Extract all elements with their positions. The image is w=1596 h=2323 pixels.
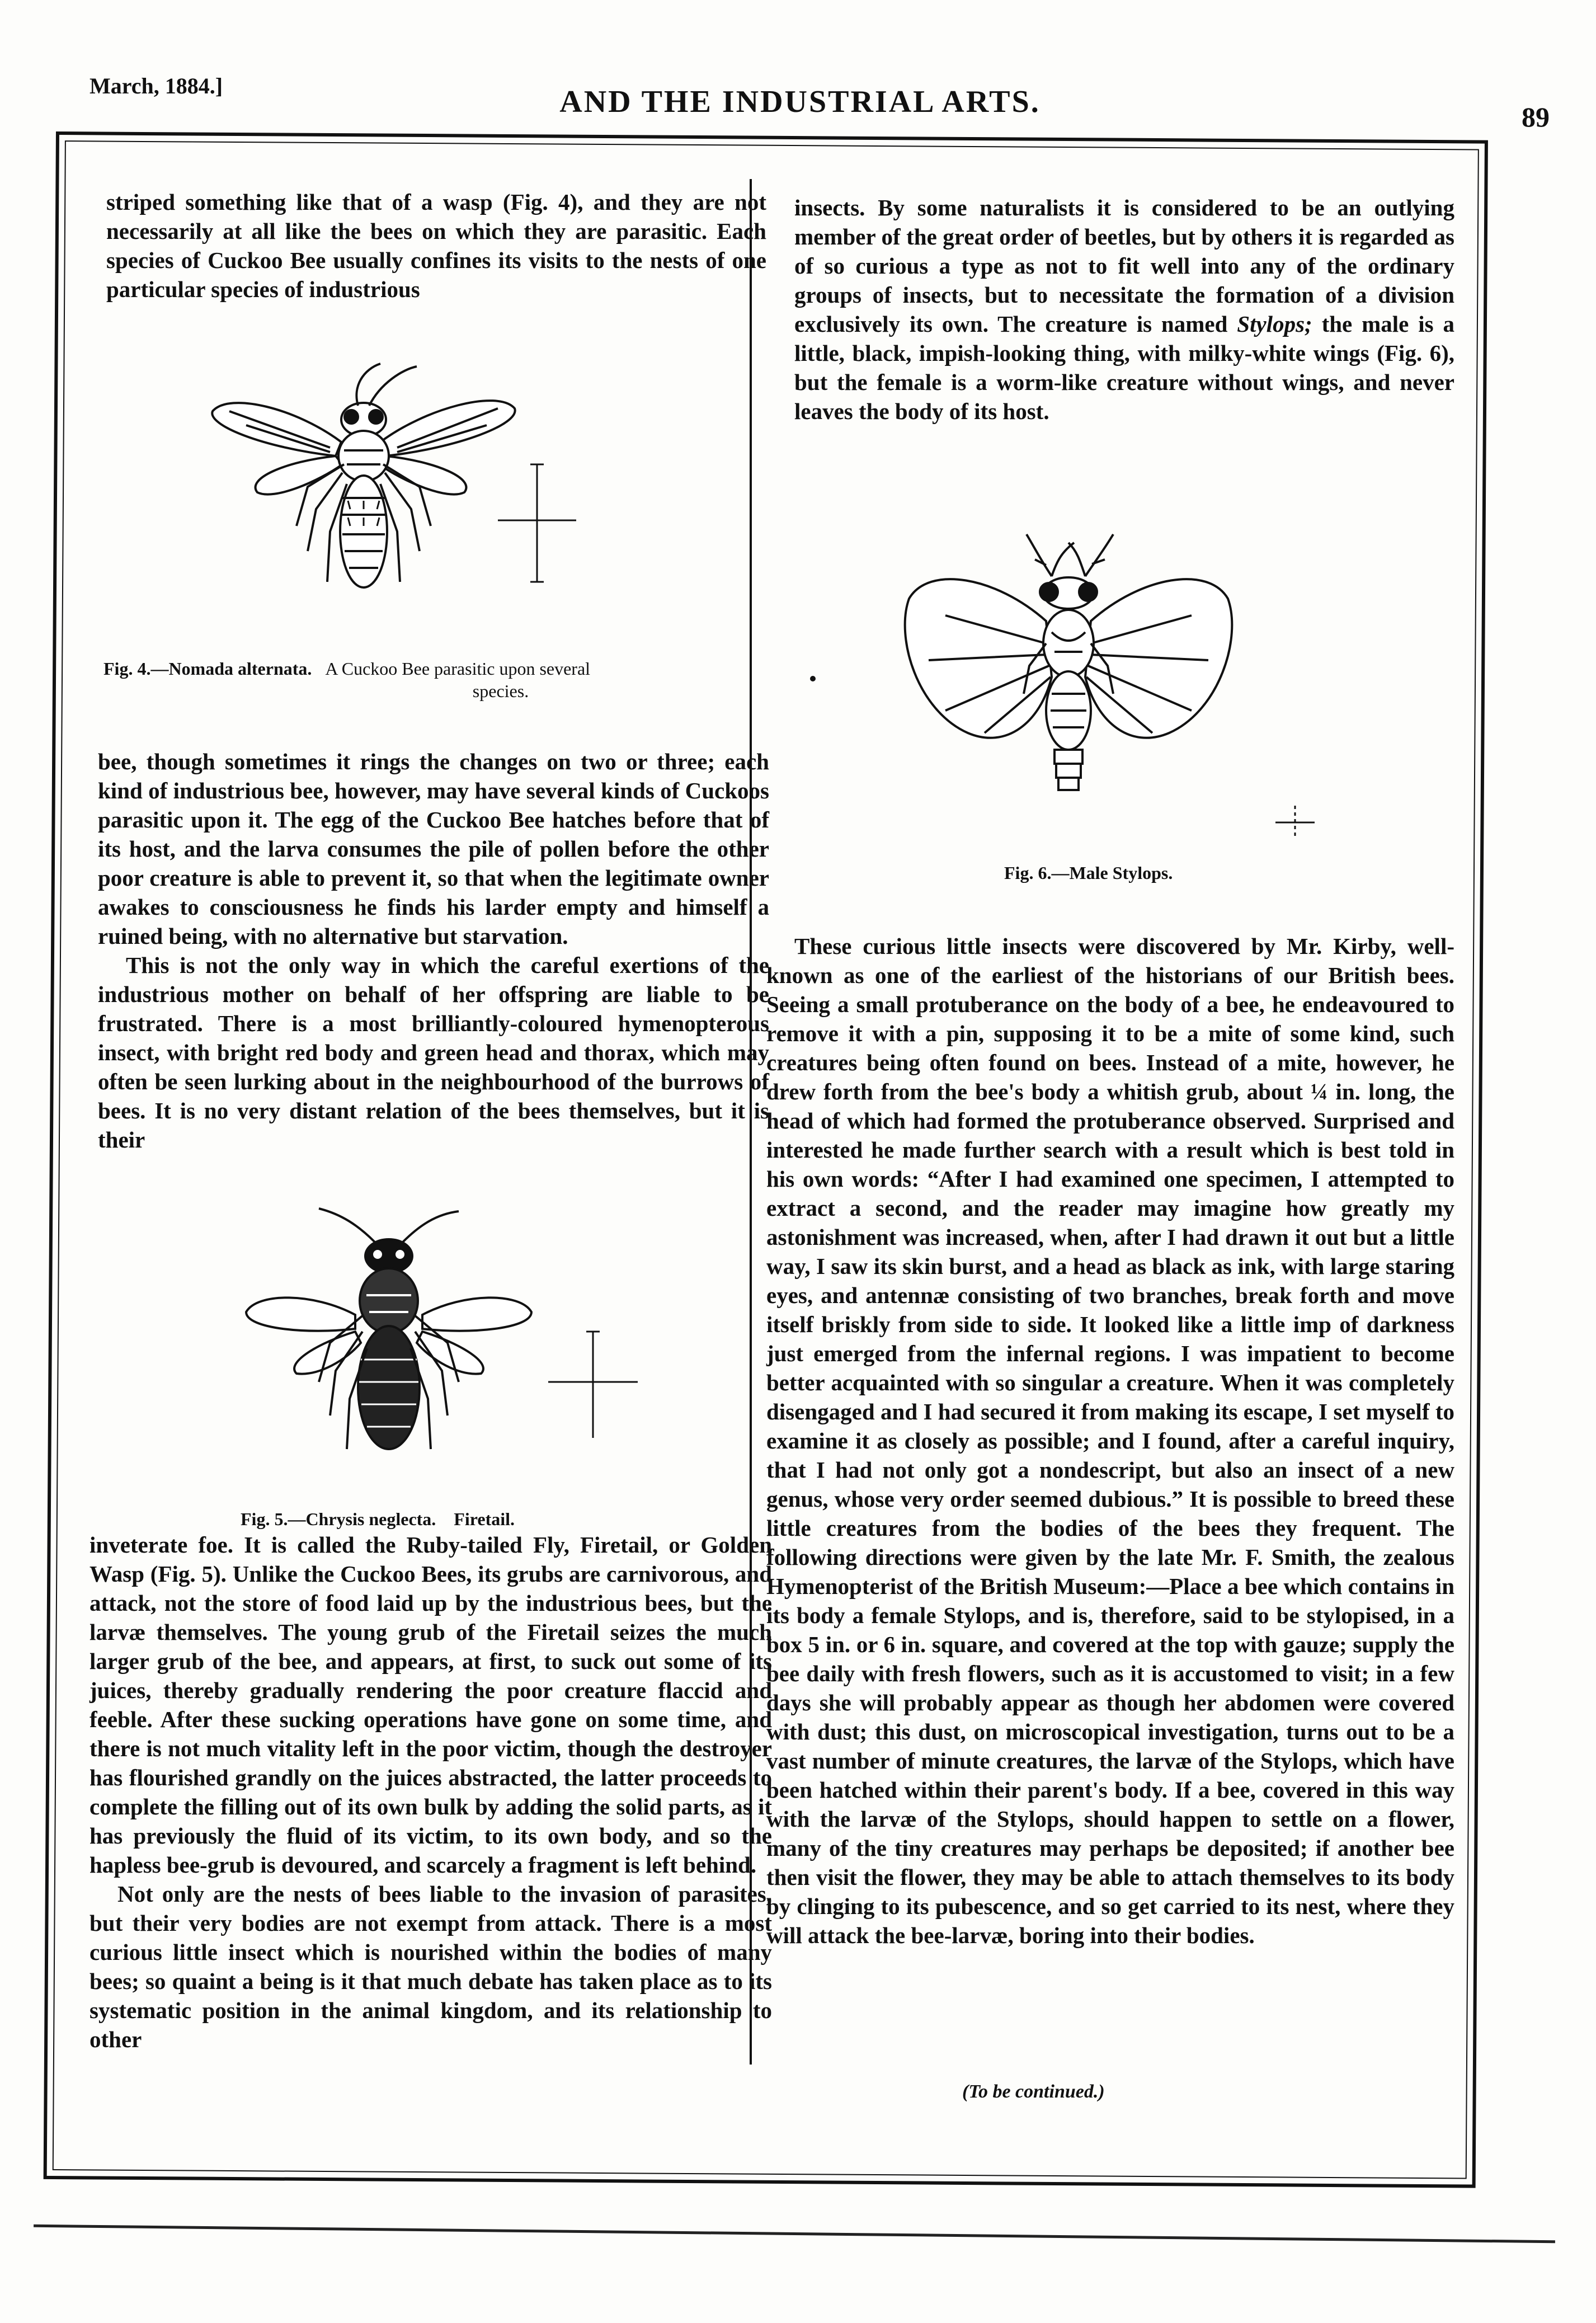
figure-4-nomada-illustration <box>196 358 621 621</box>
issue-date: March, 1884.] <box>90 73 223 98</box>
figure-4-caption <box>103 657 764 702</box>
paragraph <box>794 193 1454 426</box>
figure-5-chrysis-illustration <box>235 1203 682 1471</box>
left-column-text-3 <box>90 1530 772 2054</box>
stylops-italic: Stylops; <box>1237 311 1312 337</box>
stray-dot <box>810 676 816 681</box>
paragraph: inveterate foe. It is called the Ruby-tailed Fly, Firetail, or Golden Wasp (Fig. 5). Unlike the Cuckoo Bees, its grubs are carnivorous, and attack, not the store of food laid up by the industrious bees, but the larvæ themselves. The young grub of the Firetail seizes the much larger grub of the bee, and appears, at first, to suck out some of its juices, thereby gradually rendering the poor creature flaccid and feeble. After these sucking operations have gone on some time, and there is not much vitality left in the poor victim, though the destroyer has flourished grandly on the juices abstracted, the latter proceeds to complete the filling out of its own bulk by adding the solid parts, as it has previously the fluid of its victim, to its own body, and so the hapless bee-grub is devoured, and scarcely a fragment is left behind. <box>90 1532 772 1878</box>
male-stylops-drawing <box>884 532 1354 845</box>
running-head <box>84 62 1550 133</box>
paragraph: bee, though sometimes it rings the changes on two or three; each kind of industrious bee, however, may have several kinds of Cuckoos parasitic upon it. The egg of the Cuckoo Bee hatches before that of its host, and the larva consumes the pile of pollen before the other poor creature is able to prevent it, so that when the legitimate owner awakes to consciousness he finds his larder empty and himself a ruined being, with no alternative but starvation. <box>98 749 769 949</box>
figure-5-label: Fig. 5.—Chrysis neglecta. <box>241 1509 436 1529</box>
left-column-text-1 <box>106 187 766 304</box>
paragraph-part: the male is a little, black, impish-looking thing, with milky-white wings (Fig. 6), but the female is a worm-like creature without wings, and never leaves the body of its host. <box>794 311 1454 424</box>
figure-5-caption <box>241 1508 688 1530</box>
figure-6-stylops-illustration <box>884 532 1354 845</box>
paragraph-part: insects. By some naturalists it is considered to be an outlying member of the great order of beetles, but by others it is regarded as of so curious a type as not to fit well into any of the ordinary groups of insects, but to necessitate the formation of a division exclusively its own. The creature is named <box>794 195 1454 337</box>
cuckoo-bee-drawing <box>196 358 621 621</box>
figure-4-label: Fig. 4.—Nomada alternata. <box>103 659 312 679</box>
paragraph: These curious little insects were discovered by Mr. Kirby, well-known as one of the earliest of the historians of our British bees. Seeing a small protuberance on the body of a bee, he endeavoured to remove it with a pin, supposing it to be a mite of some kind, such creatures being often found on bees. Instead of a mite, however, he drew forth from the bee's body a whitish grub, about ¼ in. long, the head of which had formed the protuberance observed. Surprised and interested he made further search with a result which is best told in his own words: “After I had examined one specimen, I attempted to extract a second, and the reader may imagine how greatly my astonishment was increased, when, after I had drawn it out but a little way, I saw its skin burst, and a head as black as ink, with large staring eyes, and antennæ consisting of two branches, break forth and move itself briskly from side to side. It looked like a little imp of darkness just emerged from the infernal regions. I was impatient to become better acquainted with so singular a creature. When it was completely disengaged and I had secured it from making its escape, I set myself to examine it as closely as possible; and I found, after a careful inquiry, that I had not only got a nondescript, but also an insect of a new genus, whose very order seemed dubious.” It is possible to breed these little creatures from the bodies of the bees they frequent. The following directions were given by the late Mr. F. Smith, the zealous Hymenopterist of the British Museum:—Place a bee which contains in its body a female Stylops, and is, therefore, said to be stylopised, in a box 5 in. or 6 in. square, and covered at the top with gauze; supply the bee daily with fresh flowers, such as it is accustomed to visit; in a few days she will probably appear as though her abdomen were covered with dust; this dust, on microscopical investigation, turns out to be a vast number of minute creatures, the larvæ of the Stylops, which have been hatched within their parent's body. If a bee, covered in this way with the larvæ of the Stylops, should happen to settle on a flower, many of the tiny creatures may perhaps be deposited; if another bee then visit the flower, they may be able to attach themselves to its body by clinging to its pubescence, and so get carried to its nest, where they will attack the bee-larvæ, boring into their bodies. <box>766 933 1454 1948</box>
running-title: AND THE INDUSTRIAL ARTS. <box>559 84 1041 119</box>
figure-5-description: Firetail. <box>454 1509 515 1529</box>
right-column-text-2 <box>766 932 1454 1950</box>
figure-6-caption <box>1004 862 1396 884</box>
right-column-text-1 <box>794 193 1454 426</box>
paragraph: striped something like that of a wasp (Fig. 4), and they are not necessarily at all like the bees on which they are parasitic. Each species of Cuckoo Bee usually confines its visits to the nests of one particular species of industrious <box>106 189 766 302</box>
firetail-wasp-drawing <box>235 1203 682 1471</box>
left-column-text-2 <box>98 747 769 1154</box>
bottom-rule <box>34 2225 1555 2243</box>
figure-6-label: Fig. 6.—Male Stylops. <box>1004 863 1173 883</box>
figure-4-description-cont: species. <box>472 681 529 701</box>
to-be-continued: (To be continued.) <box>962 2081 1105 2102</box>
page-number: 89 <box>1522 101 1550 133</box>
figure-4-description: A Cuckoo Bee parasitic upon several <box>325 659 591 679</box>
paragraph: This is not the only way in which the careful exertions of the industrious mother on behalf of her offspring are liable to be frustrated. There is a most brilliantly-coloured hymenopterous insect, with bright red body and green head and thorax, which may often be seen lurking about in the neighbourhood of the burrows of bees. It is no very distant relation of the bees themselves, but it is their <box>98 952 769 1153</box>
paragraph: Not only are the nests of bees liable to the invasion of parasites, but their very bodies are not exempt from attack. There is a most curious little insect which is nourished within the bodies of many bees; so quaint a being is it that much debate has taken place as to its systematic position in the animal kingdom, and its relationship to other <box>90 1881 772 2052</box>
